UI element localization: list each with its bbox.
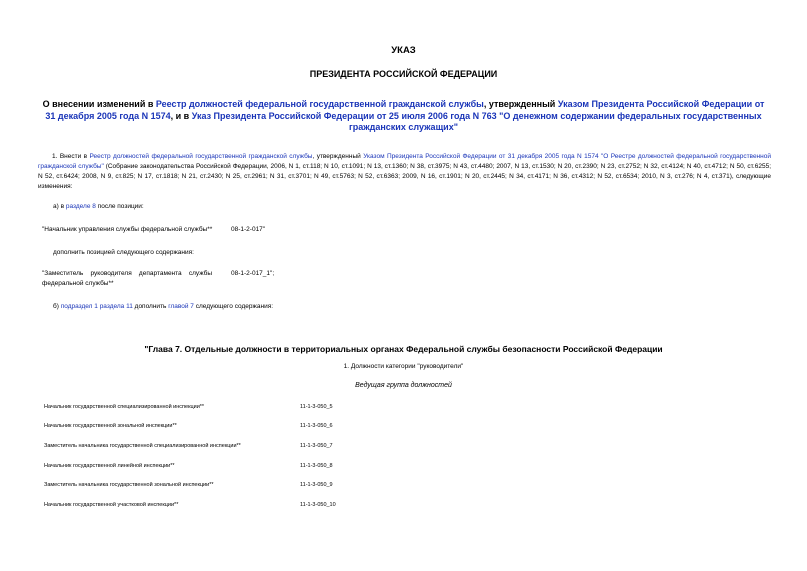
group-heading: Ведущая группа должностей (355, 382, 452, 389)
item-a-text-2: после позиции: (95, 203, 144, 210)
category-heading: 1. Должности категории "руководители" (343, 363, 464, 370)
issuer-heading: ПРЕЗИДЕНТА РОССИЙСКОЙ ФЕДЕРАЦИИ (309, 69, 498, 79)
table-row-name: Начальник государственной участковой инспекции** (44, 502, 179, 508)
table-row-name: Начальник государственной линейной инспекции** (44, 463, 175, 469)
item-a (53, 202, 144, 212)
table-row-name: Заместитель начальника государственной специализированной инспекции** (44, 443, 241, 449)
paragraph-1 (38, 152, 771, 192)
position-2-name (42, 269, 230, 289)
position-2-name-line-2: федеральной службы** (42, 280, 114, 287)
table-row-code: 11-1-3-050_7 (300, 443, 333, 449)
table-row-code: 11-1-3-050_5 (300, 404, 333, 410)
document-type-heading: УКАЗ (391, 45, 416, 56)
item-b-link-subsection[interactable]: подраздел 1 раздела 11 (60, 303, 133, 310)
table-row-code: 11-1-3-050_10 (300, 502, 336, 508)
document-title (38, 99, 769, 134)
para1-link-decree-1574[interactable]: Указом Президента Российской Федерации от 31 декабря 2005 года N 1574 "О Реестре должностей федеральной государственной гражданской службы" (38, 153, 771, 170)
item-a-link-section-8[interactable]: разделе 8 (65, 203, 96, 210)
item-b-text-3: следующего содержания: (193, 303, 274, 310)
table-row-name: Начальник государственной специализированной инспекции** (44, 404, 205, 410)
para1-link-register[interactable]: Реестр должностей федеральной государственной гражданской службы (89, 153, 313, 160)
chapter-heading: "Глава 7. Отдельные должности в территориальных органах Федеральной службы безопасности Российской Федерации (144, 344, 663, 354)
position-2-code: 08-1-2-017_1"; (231, 270, 275, 277)
title-link-decree-763[interactable]: Указ Президента Российской Федерации от 25 июля 2006 года N 763 "О денежном содержании федеральных государственных гражданских служащих" (191, 110, 762, 132)
title-text-2: , утвержденный (483, 99, 558, 109)
position-1-code: 08-1-2-017" (231, 226, 266, 233)
para1-text-2: , утвержденный (312, 153, 364, 160)
table-row-name: Начальник государственной зональной инспекции** (44, 423, 177, 429)
title-text-3: , и в (170, 110, 192, 121)
position-2-name-line-1: "Заместитель руководителя департамента службы (42, 270, 213, 277)
title-link-decree-1574[interactable]: Указом Президента Российской Федерации от 31 декабря 2005 года N 1574 (45, 99, 765, 121)
item-a-text-1: а) в (53, 203, 66, 210)
item-b-link-chapter-7[interactable]: главой 7 (168, 303, 194, 310)
item-b-text-1: б) (53, 303, 61, 310)
supplement-text: дополнить позицией следующего содержания: (53, 249, 194, 256)
title-text-1: О внесении изменений в (42, 99, 156, 109)
table-row-code: 11-1-3-050_6 (300, 423, 333, 429)
para1-text-1: 1. Внести в (52, 153, 90, 160)
table-row-code: 11-1-3-050_9 (300, 482, 333, 488)
item-b (53, 302, 273, 312)
item-b-text-2: дополнить (132, 303, 169, 310)
title-link-register[interactable]: Реестр должностей федеральной государственной гражданской службы (155, 99, 484, 109)
para1-text-3: (Собрание законодательства Российской Федерации, 2006, N 1, ст.118; N 10, ст.1091; N 13, ст.1360; N 38, ст.3975; N 43, ст.4480; 2007, N 13, ст.1530; N 20, ст.2390; N 23, ст.2752; N 32, ст.4124; N 40, ст.4712; N 50, ст.6255; N 52, ст.6424; 2008, N 9, ст.825; N 17, ст.1818; N 21, ст.2430; N 25, ст.2961; N 31, ст.3701; N 49, ст.5763; N 52, ст.6363; 2009, N 16, ст.1901; N 20, ст.2445; N 34, ст.4171; N 36, ст.4312; N 52, ст.6534; 2010, N 3, ст.276; N 4, ст.371), следующие изменения: (38, 163, 772, 190)
table-row-name: Заместитель начальника государственной зональной инспекции** (44, 482, 214, 488)
table-row-code: 11-1-3-050_8 (300, 463, 333, 469)
position-1-name: "Начальник управления службы федеральной службы** (42, 226, 213, 233)
